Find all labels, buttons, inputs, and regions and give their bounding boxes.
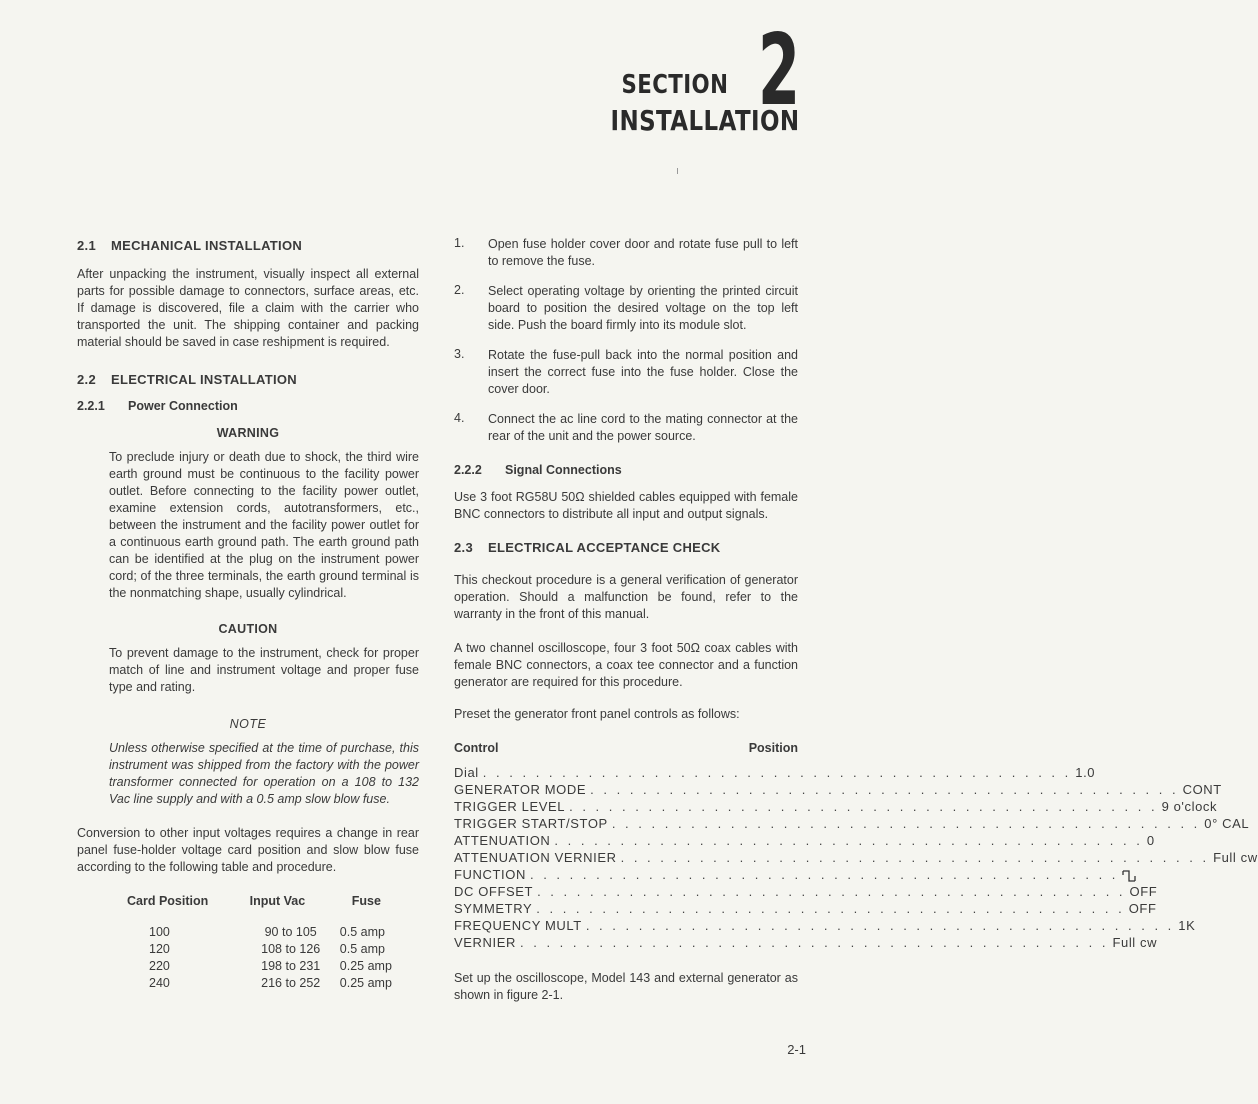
- caution-title: CAUTION: [218, 622, 278, 636]
- mechanical-paragraph: After unpacking the instrument, visually inspect all external parts for possible damage to connectors, surface areas, etc. If damage is discovered, file a claim with the carrier who transported the unit. The shipping container and packing material should be saved in case reshipment is required.: [77, 267, 419, 349]
- control-value: 1K: [1178, 918, 1196, 933]
- control-label: FUNCTION: [454, 867, 526, 882]
- controls-list: [454, 764, 1258, 951]
- leader-dots: . . . . . . . . . . . . . . . . . . . . . . . . . . . . . . . . . . . . . . . . . . . . .: [482, 765, 1072, 780]
- section-number: 2: [757, 14, 800, 128]
- step-text: Select operating voltage by orienting the printed circuit board to position the desired voltage on the top left side. Push the board firmly into its module slot.: [488, 284, 798, 332]
- control-row: [454, 883, 1158, 900]
- control-value: Full cw: [1213, 850, 1258, 865]
- table-row: [121, 924, 419, 941]
- heading-2-2-2: [454, 463, 798, 477]
- table-row: [121, 958, 419, 975]
- table-cell: 0.5 amp: [339, 942, 385, 956]
- control-label: DC OFFSET: [454, 884, 534, 899]
- fuse-table: [121, 894, 419, 992]
- column-header: Card Position: [127, 894, 209, 908]
- equipment-paragraph: A two channel oscilloscope, four 3 foot 50Ω coax cables with female BNC connectors, a coax tee connector and a function generator are required for this procedure.: [454, 641, 798, 689]
- control-row: [454, 798, 1218, 815]
- section-label: SECTION: [621, 70, 728, 100]
- section-title: INSTALLATION: [610, 104, 800, 137]
- print-speck: [677, 168, 678, 174]
- leader-dots: . . . . . . . . . . . . . . . . . . . . . . . . . . . . . . . . . . . . . . . . . . . . .: [520, 935, 1109, 950]
- procedure-steps: [454, 236, 798, 445]
- step-number: 4.: [454, 411, 465, 425]
- table-cell: 240: [149, 976, 170, 990]
- fuse-table-header: [121, 894, 419, 924]
- table-cell: 90 to 105: [264, 925, 317, 939]
- step-number: 3.: [454, 347, 465, 361]
- heading-text: MECHANICAL INSTALLATION: [111, 238, 303, 253]
- table-cell: 0.25 amp: [339, 959, 392, 973]
- control-row: [454, 934, 1158, 951]
- list-item: [454, 236, 798, 270]
- heading-2-2-1: [77, 399, 419, 413]
- table-cell: 220: [149, 959, 170, 973]
- warning-paragraph: To preclude injury or death due to shock, the third wire earth ground must be continuous to the facility power outlet. Before connecting to the facility power outlet, examine extension cords, autotransformers, etc., between the instrument and the facility power outlet for a continuous earth ground path. The earth ground path can be identified at the plug on the instrument power cord; of the three terminals, the earth ground terminal is the nonmatching shape, usually cylindrical.: [109, 450, 419, 600]
- heading-2-2: [77, 372, 419, 387]
- caution-paragraph: To prevent damage to the instrument, check for proper match of line and instrument voltage and proper fuse type and rating.: [109, 646, 419, 694]
- table-cell: 0.5 amp: [339, 925, 385, 939]
- square-wave-icon: [1122, 869, 1136, 883]
- note-paragraph: Unless otherwise specified at the time of purchase, this instrument was shipped from the factory with the power transformer connected for operation on a 108 to 132 Vac line supply and with a 0.5 amp slow blow fuse.: [109, 741, 419, 806]
- control-label: GENERATOR MODE: [454, 782, 587, 797]
- table-cell: 0.25 amp: [339, 976, 392, 990]
- step-text: Connect the ac line cord to the mating connector at the rear of the unit and the power source.: [488, 412, 798, 443]
- control-label: TRIGGER START/STOP: [454, 816, 608, 831]
- control-value: Full cw: [1112, 935, 1158, 950]
- leader-dots: . . . . . . . . . . . . . . . . . . . . . . . . . . . . . . . . . . . . . . . . . . . . .: [569, 799, 1158, 814]
- setup-paragraph: Set up the oscilloscope, Model 143 and external generator as shown in figure 2-1.: [454, 971, 798, 1002]
- column-header: Fuse: [351, 894, 381, 908]
- step-number: 2.: [454, 283, 465, 297]
- control-value: CONT: [1182, 782, 1222, 797]
- heading-text: ELECTRICAL ACCEPTANCE CHECK: [488, 540, 721, 555]
- control-row: [454, 866, 1119, 883]
- position-column-header: Position: [748, 741, 798, 755]
- list-item: [454, 411, 798, 445]
- signal-paragraph: Use 3 foot RG58U 50Ω shielded cables equipped with female BNC connectors to distribute all input and output signals.: [454, 490, 798, 521]
- control-row: [454, 917, 1196, 934]
- leader-dots: . . . . . . . . . . . . . . . . . . . . . . . . . . . . . . . . . . . . . . . . . . . . .: [536, 901, 1125, 916]
- heading-2-3: [454, 540, 798, 555]
- control-label: Dial: [454, 765, 479, 780]
- preset-paragraph: Preset the generator front panel controls as follows:: [454, 707, 740, 721]
- table-cell: 198 to 231: [261, 959, 321, 973]
- warning-title: WARNING: [216, 426, 280, 440]
- control-row: [454, 764, 1096, 781]
- right-column: [454, 236, 1258, 1004]
- heading-text: Power Connection: [128, 399, 238, 413]
- step-text: Rotate the fuse-pull back into the normal position and insert the correct fuse into the fuse holder. Close the cover door.: [488, 348, 798, 396]
- control-row: [454, 832, 1155, 849]
- page-number: 2-1: [787, 1042, 806, 1057]
- list-item: [454, 283, 798, 334]
- left-column: [77, 236, 419, 992]
- leader-dots: . . . . . . . . . . . . . . . . . . . . . . . . . . . . . . . . . . . . . . . . . . . . .: [590, 782, 1179, 797]
- control-value: 0° CAL: [1204, 816, 1250, 831]
- step-number: 1.: [454, 236, 465, 250]
- heading-number: 2.2.2: [454, 463, 482, 477]
- heading-number: 2.1: [77, 238, 96, 253]
- table-row: [121, 975, 419, 992]
- control-label: TRIGGER LEVEL: [454, 799, 566, 814]
- control-value: 0: [1146, 833, 1155, 848]
- list-item: [454, 347, 798, 398]
- table-row: [121, 941, 419, 958]
- control-column-header: Control: [454, 741, 499, 755]
- table-cell: 108 to 126: [261, 942, 321, 956]
- control-row: [454, 849, 1258, 866]
- control-label: FREQUENCY MULT: [454, 918, 582, 933]
- table-cell: 100: [149, 925, 170, 939]
- leader-dots: . . . . . . . . . . . . . . . . . . . . . . . . . . . . . . . . . . . . . . . . . . . . .: [537, 884, 1126, 899]
- heading-2-1: [77, 238, 419, 253]
- control-label: ATTENUATION VERNIER: [454, 850, 617, 865]
- control-label: ATTENUATION: [454, 833, 551, 848]
- leader-dots: . . . . . . . . . . . . . . . . . . . . . . . . . . . . . . . . . . . . . . . . . . . . .: [529, 867, 1119, 882]
- heading-text: ELECTRICAL INSTALLATION: [111, 372, 297, 387]
- control-value: OFF: [1128, 901, 1157, 916]
- control-label: SYMMETRY: [454, 901, 533, 916]
- conversion-paragraph: Conversion to other input voltages requires a change in rear panel fuse-holder voltage card position and slow blow fuse according to the following table and procedure.: [77, 826, 419, 874]
- heading-number: 2.2.1: [77, 399, 105, 413]
- control-value: [1122, 866, 1136, 883]
- leader-dots: . . . . . . . . . . . . . . . . . . . . . . . . . . . . . . . . . . . . . . . . . . . . .: [620, 850, 1210, 865]
- heading-text: Signal Connections: [505, 463, 622, 477]
- column-header: Input Vac: [249, 894, 306, 908]
- leader-dots: . . . . . . . . . . . . . . . . . . . . . . . . . . . . . . . . . . . . . . . . . . . . .: [554, 833, 1143, 848]
- control-value: OFF: [1129, 884, 1158, 899]
- controls-header: [454, 741, 798, 755]
- control-label: VERNIER: [454, 935, 516, 950]
- control-row: [454, 900, 1157, 917]
- control-value: 1.0: [1075, 765, 1096, 780]
- table-cell: 216 to 252: [261, 976, 321, 990]
- heading-number: 2.3: [454, 540, 473, 555]
- control-row: [454, 781, 1222, 798]
- note-title: NOTE: [229, 717, 267, 731]
- heading-number: 2.2: [77, 372, 96, 387]
- leader-dots: . . . . . . . . . . . . . . . . . . . . . . . . . . . . . . . . . . . . . . . . . . . . .: [585, 918, 1175, 933]
- control-value: 9 o'clock: [1161, 799, 1218, 814]
- step-text: Open fuse holder cover door and rotate fuse pull to left to remove the fuse.: [488, 237, 798, 268]
- leader-dots: . . . . . . . . . . . . . . . . . . . . . . . . . . . . . . . . . . . . . . . . . . . . .: [611, 816, 1201, 831]
- checkout-paragraph: This checkout procedure is a general verification of generator operation. Should a malfunction be found, refer to the warranty in the front of this manual.: [454, 573, 798, 621]
- control-row: [454, 815, 1250, 832]
- table-cell: 120: [149, 942, 170, 956]
